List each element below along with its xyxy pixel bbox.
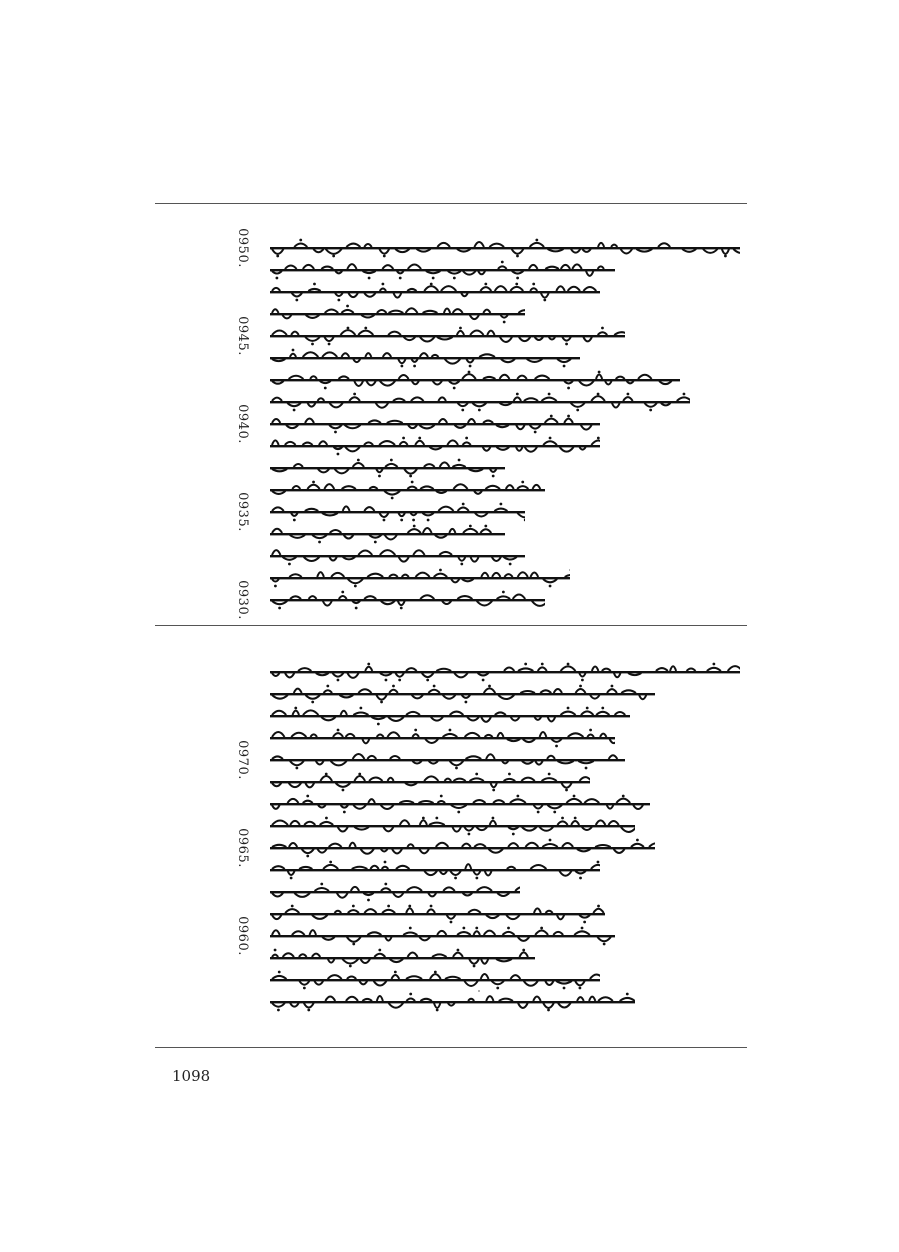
mongolian-script-line [270,770,590,794]
script-line [270,522,505,546]
mongolian-script-line [270,858,600,882]
mongolian-script-line [270,704,630,728]
text-column [160,404,745,444]
script-line [270,990,635,1014]
script-line [270,814,635,838]
text-column [160,456,745,480]
page-number: 1098 [172,1067,211,1085]
verse-number: 0960. [235,916,251,956]
text-column [160,740,745,780]
mongolian-script-line [270,836,655,860]
bottom-rule [155,1047,747,1048]
mongolian-script-line [270,280,600,304]
speck-mark [478,990,480,992]
text-column [160,770,745,794]
text-column [160,434,745,458]
script-line [270,792,650,816]
mongolian-script-line [270,902,605,926]
mongolian-script-line [270,412,600,436]
verse-number: 0930. [235,580,251,620]
mongolian-script-line [270,434,600,458]
mongolian-script-line [270,302,525,326]
text-column [160,368,745,392]
text-column [160,280,745,304]
script-line [270,704,630,728]
script-line [270,302,525,326]
script-line [270,660,740,684]
mongolian-script-line [270,346,580,370]
mongolian-script-line [270,990,635,1014]
script-line [270,566,570,590]
text-column [160,946,745,970]
script-line [270,258,615,282]
script-line [270,324,625,348]
script-line [270,924,615,948]
mongolian-script-line [270,588,545,612]
mongolian-script-line [270,924,615,948]
text-column [160,704,745,728]
mongolian-script-line [270,456,505,480]
script-line [270,946,535,970]
mongolian-script-line [270,968,600,992]
text-column [160,316,745,356]
lower-text-block [160,660,745,1040]
mongolian-script-line [270,368,680,392]
script-line [270,588,545,612]
mongolian-script-line [270,682,655,706]
text-column [160,492,745,532]
mongolian-script-line [270,522,505,546]
script-line [270,434,600,458]
text-column [160,990,745,1014]
mongolian-script-line [270,792,650,816]
upper-text-block [160,228,745,620]
script-line [270,280,600,304]
text-column [160,682,745,706]
mongolian-script-line [270,566,570,590]
verse-number: 0945. [235,316,251,356]
script-line [270,968,600,992]
script-line [270,770,590,794]
script-line [270,748,625,772]
verse-number: 0965. [235,828,251,868]
script-line [270,544,525,568]
top-rule [155,203,747,204]
script-line [270,456,505,480]
script-line [270,368,680,392]
mongolian-script-line [270,814,635,838]
mongolian-script-line [270,390,690,414]
text-column [160,258,745,282]
script-line [270,500,525,524]
mongolian-script-line [270,324,625,348]
verse-number: 0950. [235,228,251,268]
mongolian-script-line [270,946,535,970]
script-line [270,880,520,904]
text-column [160,522,745,546]
mongolian-script-line [270,500,525,524]
script-line [270,236,740,260]
text-column [160,968,745,992]
script-line [270,346,580,370]
mongolian-script-line [270,544,525,568]
text-column [160,544,745,568]
text-column [160,858,745,882]
text-column [160,792,745,816]
script-line [270,478,545,502]
mongolian-script-line [270,258,615,282]
verse-number: 0970. [235,740,251,780]
script-line [270,858,600,882]
script-line [270,726,615,750]
mongolian-script-line [270,236,740,260]
text-column [160,880,745,904]
mongolian-script-line [270,660,740,684]
text-column [160,580,745,620]
script-line [270,390,690,414]
script-line [270,836,655,860]
middle-rule [155,625,747,626]
text-column [160,828,745,868]
text-column [160,916,745,956]
mongolian-script-line [270,726,615,750]
script-line [270,412,600,436]
script-line [270,682,655,706]
text-column [160,228,745,268]
mongolian-script-line [270,478,545,502]
script-line [270,902,605,926]
mongolian-script-line [270,748,625,772]
verse-number: 0940. [235,404,251,444]
text-column [160,660,745,684]
mongolian-script-line [270,880,520,904]
text-column [160,346,745,370]
verse-number: 0935. [235,492,251,532]
